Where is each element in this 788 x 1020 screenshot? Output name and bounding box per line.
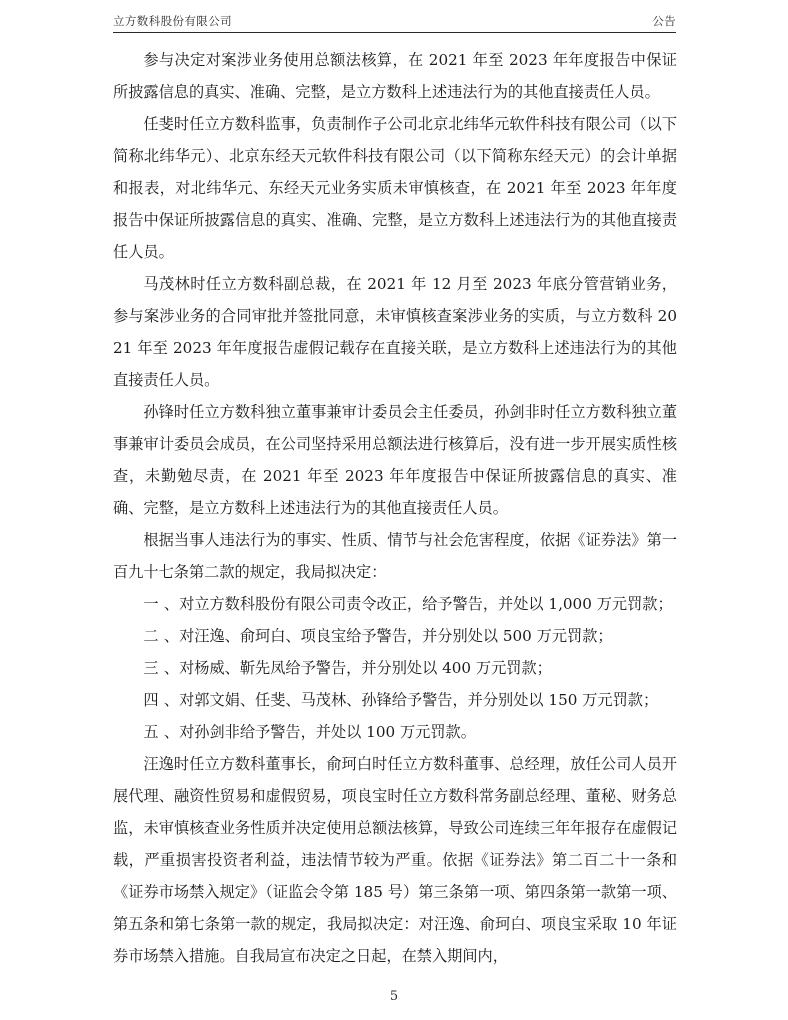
- header-company-name: 立方数科股份有限公司: [113, 14, 232, 28]
- decision-item-text: 、对立方数科股份有限公司责令改正，给予警告，并处以 1,000 万元罚款；: [163, 595, 673, 613]
- decision-item-marker: 一: [143, 595, 159, 613]
- decision-item-text: 、对郭文娟、任斐、马茂林、孙锋给予警告，并分别处以 150 万元罚款；: [163, 691, 659, 709]
- page-number: 5: [389, 989, 399, 1004]
- header-divider: [113, 32, 676, 33]
- page-header: [113, 14, 676, 29]
- paragraph: 汪逸时任立方数科董事长，俞珂白时任立方数科董事、总经理，放任公司人员开展代理、融资性贸易和虚假贸易，项良宝时任立方数科常务副总经理、董秘、财务总监，未审慎核查业务性质并决定使用总额法核算，导致公司连续三年年报存在虚假记载，严重损害投资者利益，违法情节较为严重。依据《证券法》第二百二十一条和《证券市场禁入规定》（证监会令第 185 号）第三条第一项、第四条第一款第一项、第五条和第七条第一款的规定，我局拟决定：对汪逸、俞珂白、项良宝采取 10 年证券市场禁入措施。自我局宣布决定之日起，在禁入期间内，: [113, 755, 677, 965]
- decision-item-text: 、对杨威、靳先凤给予警告，并分别处以 400 万元罚款；: [163, 659, 552, 677]
- decision-item: [113, 652, 677, 684]
- decision-item-marker: 二: [143, 627, 159, 645]
- decision-item: [113, 588, 677, 620]
- decision-item-marker: 四: [143, 691, 159, 709]
- paragraph: 根据当事人违法行为的事实、性质、情节与社会危害程度，依据《证券法》第一百九十七条第二款的规定，我局拟决定：: [113, 531, 677, 581]
- decision-item: [113, 716, 677, 748]
- decision-item-text: 、对汪逸、俞珂白、项良宝给予警告，并分别处以 500 万元罚款；: [163, 627, 613, 645]
- paragraph: 参与决定对案涉业务使用总额法核算，在 2021 年至 2023 年年度报告中保证所披露信息的真实、准确、完整，是立方数科上述违法行为的其他直接责任人员。: [113, 51, 677, 101]
- decision-item: [113, 684, 677, 716]
- paragraph: 马茂林时任立方数科副总裁，在 2021 年 12 月至 2023 年底分管营销业务，参与案涉业务的合同审批并签批同意，未审慎核查案涉业务的实质，与立方数科 2021 年至 2023 年年度报告虚假记载存在直接关联，是立方数科上述违法行为的其他直接责任人员。: [113, 275, 677, 389]
- paragraph: 孙锋时任立方数科独立董事兼审计委员会主任委员，孙剑非时任立方数科独立董事兼审计委员会成员，在公司坚持采用总额法进行核算后，没有进一步开展实质性核查，未勤勉尽责，在 2021 年至 2023 年年度报告中保证所披露信息的真实、准确、完整，是立方数科上述违法行为的其他直接责任人员。: [113, 403, 677, 517]
- paragraph: 任斐时任立方数科监事，负责制作子公司北京北纬华元软件科技有限公司（以下简称北纬华元）、北京东经天元软件科技有限公司（以下简称东经天元）的会计单据和报表，对北纬华元、东经天元业务实质未审慎核查，在 2021 年至 2023 年年度报告中保证所披露信息的真实、准确、完整，是立方数科上述违法行为的其他直接责任人员。: [113, 115, 677, 261]
- decision-item: [113, 620, 677, 652]
- decision-item-text: 、对孙剑非给予警告，并处以 100 万元罚款。: [163, 723, 476, 741]
- header-document-type: 公告: [652, 14, 676, 28]
- decision-item-marker: 五: [143, 723, 159, 741]
- decision-item-marker: 三: [143, 659, 159, 677]
- document-body: [113, 44, 677, 972]
- page-footer: [0, 988, 788, 1006]
